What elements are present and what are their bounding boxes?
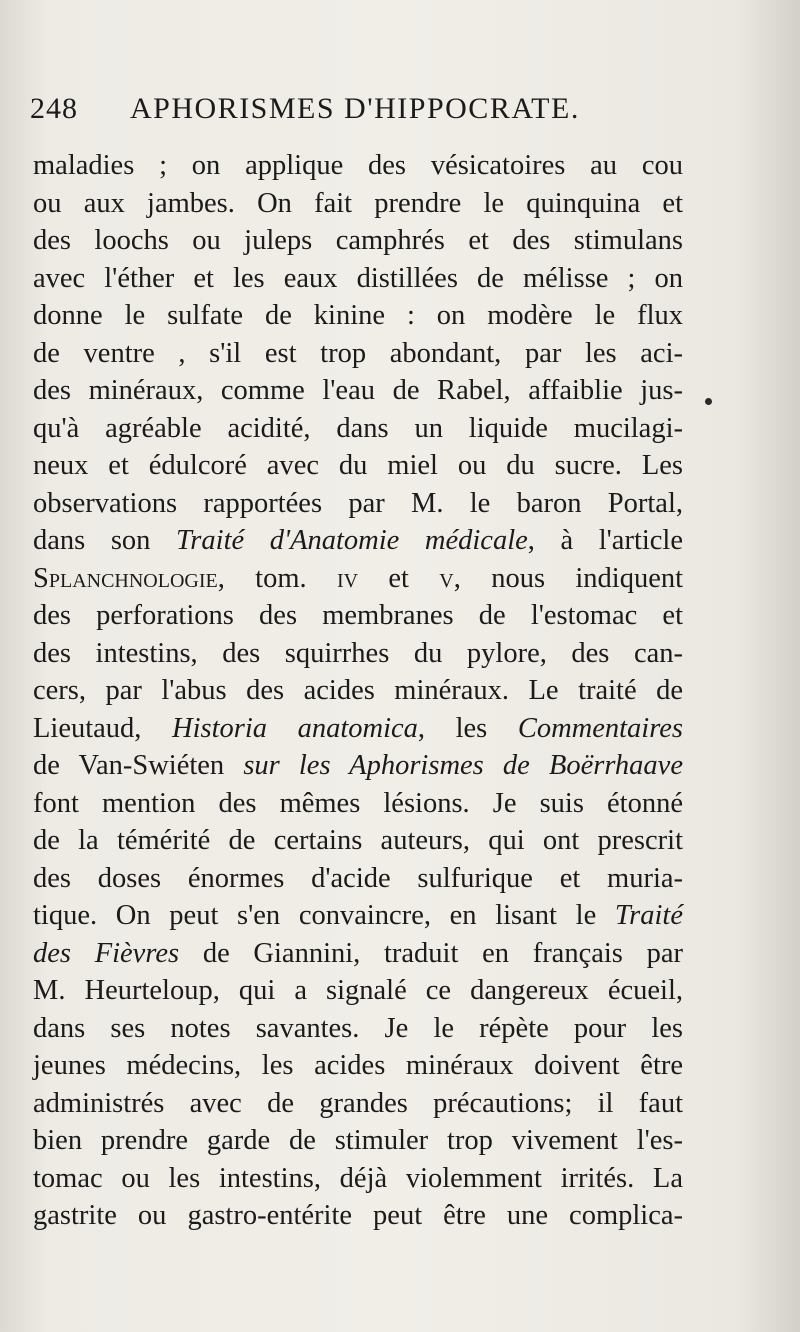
text-segment: de ventre , s'il est trop abondant, par les aci- bbox=[33, 337, 683, 369]
text-segment: dans son bbox=[33, 525, 177, 556]
text-segment: , à l'article bbox=[527, 525, 683, 556]
text-line bbox=[33, 1197, 683, 1235]
text-line bbox=[33, 747, 683, 785]
text-segment: observations rapportées par M. le baron Portal, bbox=[33, 487, 683, 519]
text-line bbox=[33, 935, 683, 973]
text-segment: gastrite ou gastro-entérite peut être une complica- bbox=[33, 1200, 683, 1231]
text-segment: , tom. bbox=[217, 562, 337, 594]
text-segment: tique. On peut s'en convaincre, en lisant le bbox=[33, 900, 615, 931]
text-segment: des intestins, des squirrhes du pylore, des can- bbox=[33, 637, 683, 669]
text-segment: administrés avec de grandes précautions; il faut bbox=[33, 1087, 683, 1119]
text-segment: des minéraux, comme l'eau de Rabel, affaiblie jus- bbox=[33, 375, 683, 406]
text-line bbox=[33, 410, 683, 448]
text-line bbox=[33, 1047, 683, 1085]
text-segment: qu'à agréable acidité, dans un liquide mucilagi- bbox=[33, 412, 683, 444]
italic-text: Historia anatomica bbox=[171, 712, 418, 744]
text-segment: de Giannini, traduit en français par bbox=[179, 937, 683, 969]
text-line bbox=[33, 297, 683, 335]
text-line bbox=[33, 1160, 683, 1198]
small-caps-text: Splanchnologie bbox=[33, 562, 218, 594]
text-line bbox=[33, 335, 683, 373]
text-segment: bien prendre garde de stimuler trop vivement l'es- bbox=[33, 1125, 683, 1156]
small-caps-text: v bbox=[439, 562, 454, 594]
text-segment: , les bbox=[417, 712, 518, 744]
page-number: 248 bbox=[30, 92, 78, 125]
text-segment: Lieutaud, bbox=[33, 712, 172, 744]
text-segment: des perforations des membranes de l'estomac et bbox=[33, 600, 683, 631]
text-line bbox=[33, 1085, 683, 1123]
text-line bbox=[33, 710, 683, 748]
text-line bbox=[33, 672, 683, 710]
italic-text: Traité d'Anatomie médicale bbox=[176, 525, 528, 556]
text-segment: de la témérité de certains auteurs, qui ont prescrit bbox=[33, 825, 683, 856]
text-line bbox=[33, 447, 683, 485]
text-segment: avec l'éther et les eaux distillées de mélisse ; on bbox=[33, 262, 683, 294]
text-line bbox=[33, 972, 683, 1010]
small-caps-text: iv bbox=[336, 562, 359, 594]
running-title: APHORISMES D'HIPPOCRATE. bbox=[130, 92, 580, 125]
text-segment: M. Heurteloup, qui a signalé ce dangereux écueil, bbox=[33, 975, 683, 1006]
text-segment: ou aux jambes. On fait prendre le quinquina et bbox=[33, 187, 683, 219]
text-line bbox=[33, 260, 683, 298]
text-segment: et bbox=[358, 562, 440, 594]
italic-text: sur les Aphorismes de Boërrhaave bbox=[243, 750, 683, 781]
text-segment: maladies ; on applique des vésicatoires au cou bbox=[33, 150, 683, 181]
text-segment: jeunes médecins, les acides minéraux doivent être bbox=[33, 1050, 683, 1081]
body-text bbox=[33, 147, 683, 1235]
text-segment: tomac ou les intestins, déjà violemment irrités. La bbox=[33, 1162, 683, 1194]
text-segment: , nous indiquent bbox=[453, 562, 684, 594]
text-line bbox=[33, 372, 683, 410]
text-segment: donne le sulfate de kinine : on modère le flux bbox=[33, 300, 683, 331]
text-segment: cers, par l'abus des acides minéraux. Le traité de bbox=[33, 675, 683, 706]
text-line bbox=[33, 822, 683, 860]
italic-text: des Fièvres bbox=[33, 937, 180, 969]
text-line bbox=[33, 597, 683, 635]
ink-speck bbox=[705, 398, 712, 405]
text-line bbox=[33, 522, 683, 560]
text-segment: de Van-Swiéten bbox=[33, 750, 244, 781]
italic-text: Traité bbox=[614, 900, 683, 931]
text-line bbox=[33, 860, 683, 898]
text-line bbox=[33, 222, 683, 260]
text-segment: dans ses notes savantes. Je le répète pour les bbox=[33, 1012, 683, 1044]
text-line bbox=[33, 635, 683, 673]
text-line bbox=[33, 897, 683, 935]
running-header bbox=[30, 92, 590, 142]
text-line bbox=[33, 147, 683, 185]
text-line bbox=[33, 1122, 683, 1160]
text-line bbox=[33, 485, 683, 523]
text-line bbox=[33, 185, 683, 223]
text-segment: font mention des mêmes lésions. Je suis étonné bbox=[33, 787, 683, 819]
text-segment: neux et édulcoré avec du miel ou du sucre. Les bbox=[33, 450, 683, 481]
text-segment: des loochs ou juleps camphrés et des stimulans bbox=[33, 225, 683, 256]
italic-text: Commentaires bbox=[517, 712, 683, 744]
text-line bbox=[33, 1010, 683, 1048]
text-line bbox=[33, 785, 683, 823]
text-line bbox=[33, 560, 683, 598]
text-segment: des doses énormes d'acide sulfurique et muria- bbox=[33, 862, 683, 894]
